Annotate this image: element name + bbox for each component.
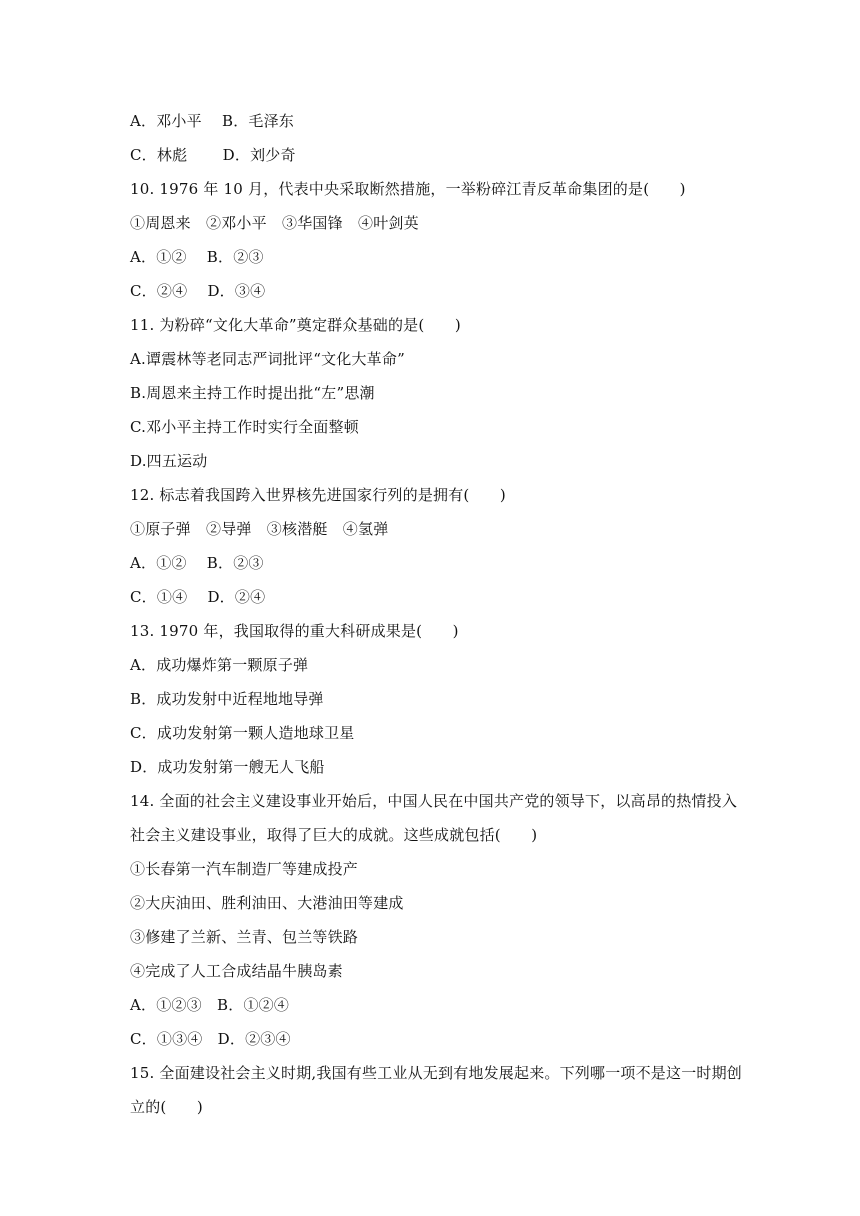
q13-option-a: A．成功爆炸第一颗原子弹 [130,656,309,674]
q9-options-ab: A．邓小平 B．毛泽东 [130,112,295,130]
q14-item-4: ④完成了人工合成结晶牛胰岛素 [130,962,343,980]
q14-item-1: ①长春第一汽车制造厂等建成投产 [130,860,359,878]
q12-stem: 12. 标志着我国跨入世界核先进国家行列的是拥有( ) [130,486,506,504]
q12-options-ab: A．①② B．②③ [130,554,264,572]
q13-option-b: B．成功发射中近程地地导弹 [130,690,324,708]
q13-option-c: C．成功发射第一颗人造地球卫星 [130,724,355,742]
q12-options-cd: C．①④ D．②④ [130,588,266,606]
q9-options-cd: C．林彪 D．刘少奇 [130,146,296,164]
q15-stem-line1: 15. 全面建设社会主义时期,我国有些工业从无到有地发展起来。下列哪一项不是这一时期创 [130,1064,742,1082]
q14-options-ab: A．①②③ B．①②④ [130,996,290,1014]
q12-items: ①原子弹 ②导弹 ③核潜艇 ④氢弹 [130,520,389,538]
q10-stem: 10. 1976 年 10 月，代表中央采取断然措施，一举粉碎江青反革命集团的是( ) [130,180,686,198]
q11-option-d: D.四五运动 [130,452,208,470]
q14-item-3: ③修建了兰新、兰青、包兰等铁路 [130,928,359,946]
q11-option-c: C.邓小平主持工作时实行全面整顿 [130,418,359,436]
q10-options-cd: C．②④ D．③④ [130,282,266,300]
q14-stem-line1: 14. 全面的社会主义建设事业开始后，中国人民在中国共产党的领导下，以高昂的热情投入 [130,792,738,810]
q14-options-cd: C．①③④ D．②③④ [130,1030,291,1048]
q14-item-2: ②大庆油田、胜利油田、大港油田等建成 [130,894,404,912]
q13-option-d: D．成功发射第一艘无人飞船 [130,758,325,776]
q11-option-a: A.谭震林等老同志严词批评“文化大革命” [130,350,405,368]
q14-stem-line2: 社会主义建设事业，取得了巨大的成就。这些成就包括( ) [130,826,538,844]
q10-options-ab: A．①② B．②③ [130,248,264,266]
q11-stem: 11. 为粉碎“文化大革命”奠定群众基础的是( ) [130,316,461,334]
q15-stem-line2: 立的( ) [130,1098,203,1116]
q13-stem: 13. 1970 年，我国取得的重大科研成果是( ) [130,622,459,640]
q10-items: ①周恩来 ②邓小平 ③华国锋 ④叶剑英 [130,214,419,232]
q11-option-b: B.周恩来主持工作时提出批“左”思潮 [130,384,375,402]
